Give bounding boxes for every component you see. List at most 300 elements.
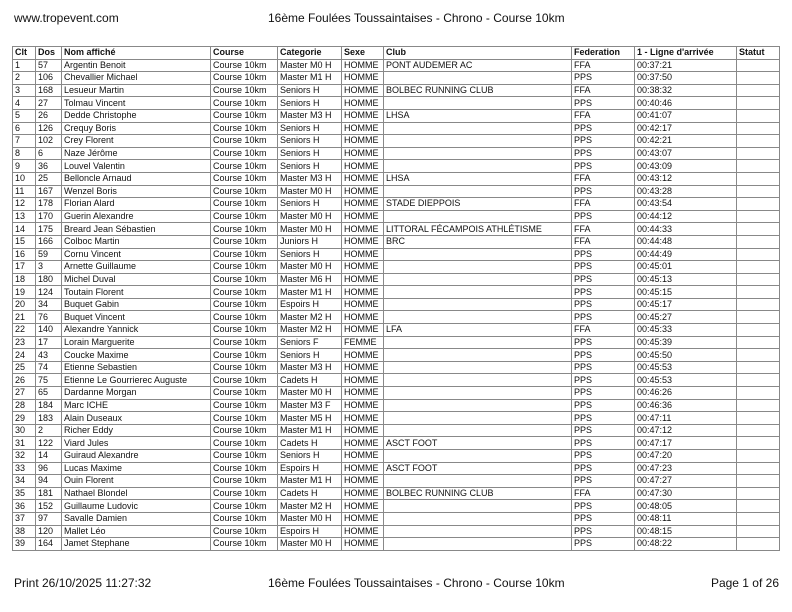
cell-federation: PPS bbox=[572, 210, 635, 223]
cell-club bbox=[384, 525, 572, 538]
cell-course: Course 10km bbox=[211, 97, 278, 110]
cell-bib: 25 bbox=[36, 172, 62, 185]
cell-name: Guillaume Ludovic bbox=[62, 500, 211, 513]
cell-rank: 25 bbox=[13, 361, 36, 374]
cell-bib: 59 bbox=[36, 248, 62, 261]
cell-category: Master M3 H bbox=[278, 361, 342, 374]
cell-federation: PPS bbox=[572, 286, 635, 299]
cell-rank: 14 bbox=[13, 223, 36, 236]
cell-club: ASCT FOOT bbox=[384, 462, 572, 475]
cell-sex: HOMME bbox=[342, 198, 384, 211]
cell-course: Course 10km bbox=[211, 122, 278, 135]
cell-rank: 21 bbox=[13, 311, 36, 324]
cell-federation: PPS bbox=[572, 462, 635, 475]
cell-finish-time: 00:45:01 bbox=[635, 261, 737, 274]
table-row bbox=[13, 172, 780, 185]
cell-sex: HOMME bbox=[342, 273, 384, 286]
cell-name: Viard Jules bbox=[62, 437, 211, 450]
cell-course: Course 10km bbox=[211, 387, 278, 400]
cell-course: Course 10km bbox=[211, 525, 278, 538]
cell-federation: PPS bbox=[572, 248, 635, 261]
cell-sex: HOMME bbox=[342, 248, 384, 261]
cell-finish-time: 00:37:50 bbox=[635, 72, 737, 85]
cell-bib: 36 bbox=[36, 160, 62, 173]
cell-status bbox=[737, 500, 780, 513]
cell-rank: 7 bbox=[13, 135, 36, 148]
table-row bbox=[13, 210, 780, 223]
cell-finish-time: 00:48:15 bbox=[635, 525, 737, 538]
cell-rank: 17 bbox=[13, 261, 36, 274]
cell-bib: 43 bbox=[36, 349, 62, 362]
cell-sex: HOMME bbox=[342, 210, 384, 223]
cell-rank: 10 bbox=[13, 172, 36, 185]
cell-finish-time: 00:46:36 bbox=[635, 399, 737, 412]
table-row bbox=[13, 475, 780, 488]
cell-status bbox=[737, 399, 780, 412]
cell-rank: 24 bbox=[13, 349, 36, 362]
cell-category: Seniors H bbox=[278, 248, 342, 261]
cell-bib: 96 bbox=[36, 462, 62, 475]
cell-finish-time: 00:47:17 bbox=[635, 437, 737, 450]
page-title: 16ème Foulées Toussaintaises - Chrono - Course 10km bbox=[268, 11, 565, 25]
column-header-category: Categorie bbox=[278, 47, 342, 60]
cell-course: Course 10km bbox=[211, 72, 278, 85]
cell-category: Master M3 H bbox=[278, 109, 342, 122]
cell-bib: 184 bbox=[36, 399, 62, 412]
cell-club: ASCT FOOT bbox=[384, 437, 572, 450]
table-row bbox=[13, 248, 780, 261]
cell-finish-time: 00:41:07 bbox=[635, 109, 737, 122]
cell-bib: 183 bbox=[36, 412, 62, 425]
cell-federation: PPS bbox=[572, 500, 635, 513]
cell-category: Master M0 H bbox=[278, 387, 342, 400]
cell-bib: 97 bbox=[36, 512, 62, 525]
table-row bbox=[13, 84, 780, 97]
cell-status bbox=[737, 374, 780, 387]
cell-category: Espoirs H bbox=[278, 298, 342, 311]
cell-category: Master M0 H bbox=[278, 185, 342, 198]
cell-course: Course 10km bbox=[211, 399, 278, 412]
cell-bib: 166 bbox=[36, 235, 62, 248]
cell-federation: FFA bbox=[572, 172, 635, 185]
page-number: Page 1 of 26 bbox=[710, 576, 779, 590]
table-row bbox=[13, 135, 780, 148]
cell-club: STADE DIEPPOIS bbox=[384, 198, 572, 211]
cell-bib: 74 bbox=[36, 361, 62, 374]
cell-rank: 36 bbox=[13, 500, 36, 513]
cell-club: BOLBEC RUNNING CLUB bbox=[384, 487, 572, 500]
cell-club bbox=[384, 336, 572, 349]
cell-rank: 28 bbox=[13, 399, 36, 412]
cell-category: Master M0 H bbox=[278, 261, 342, 274]
cell-name: Ouin Florent bbox=[62, 475, 211, 488]
cell-federation: FFA bbox=[572, 235, 635, 248]
cell-sex: HOMME bbox=[342, 235, 384, 248]
cell-category: Espoirs H bbox=[278, 462, 342, 475]
cell-finish-time: 00:45:17 bbox=[635, 298, 737, 311]
cell-sex: HOMME bbox=[342, 298, 384, 311]
cell-name: Guiraud Alexandre bbox=[62, 450, 211, 463]
cell-club bbox=[384, 361, 572, 374]
cell-federation: PPS bbox=[572, 336, 635, 349]
table-row bbox=[13, 412, 780, 425]
table-row bbox=[13, 462, 780, 475]
cell-bib: 26 bbox=[36, 109, 62, 122]
cell-club bbox=[384, 500, 572, 513]
table-row bbox=[13, 261, 780, 274]
cell-federation: PPS bbox=[572, 361, 635, 374]
cell-name: Crey Florent bbox=[62, 135, 211, 148]
cell-category: Juniors H bbox=[278, 235, 342, 248]
cell-category: Master M3 F bbox=[278, 399, 342, 412]
cell-club bbox=[384, 538, 572, 551]
cell-course: Course 10km bbox=[211, 273, 278, 286]
cell-club bbox=[384, 450, 572, 463]
cell-status bbox=[737, 84, 780, 97]
cell-sex: HOMME bbox=[342, 324, 384, 337]
cell-sex: HOMME bbox=[342, 412, 384, 425]
cell-finish-time: 00:37:21 bbox=[635, 59, 737, 72]
cell-finish-time: 00:44:12 bbox=[635, 210, 737, 223]
cell-status bbox=[737, 437, 780, 450]
cell-rank: 6 bbox=[13, 122, 36, 135]
cell-rank: 19 bbox=[13, 286, 36, 299]
cell-status bbox=[737, 475, 780, 488]
table-row bbox=[13, 525, 780, 538]
cell-sex: HOMME bbox=[342, 185, 384, 198]
cell-status bbox=[737, 135, 780, 148]
cell-bib: 170 bbox=[36, 210, 62, 223]
table-row bbox=[13, 374, 780, 387]
cell-sex: HOMME bbox=[342, 525, 384, 538]
cell-status bbox=[737, 109, 780, 122]
cell-finish-time: 00:47:11 bbox=[635, 412, 737, 425]
cell-club bbox=[384, 135, 572, 148]
cell-category: Seniors H bbox=[278, 198, 342, 211]
cell-rank: 35 bbox=[13, 487, 36, 500]
cell-name: Richer Eddy bbox=[62, 424, 211, 437]
cell-bib: 106 bbox=[36, 72, 62, 85]
table-row bbox=[13, 198, 780, 211]
column-header-rank: Clt bbox=[13, 47, 36, 60]
cell-bib: 14 bbox=[36, 450, 62, 463]
cell-rank: 1 bbox=[13, 59, 36, 72]
cell-rank: 27 bbox=[13, 387, 36, 400]
cell-federation: PPS bbox=[572, 185, 635, 198]
cell-course: Course 10km bbox=[211, 223, 278, 236]
cell-club bbox=[384, 512, 572, 525]
table-row bbox=[13, 399, 780, 412]
cell-bib: 2 bbox=[36, 424, 62, 437]
cell-status bbox=[737, 160, 780, 173]
cell-name: Alexandre Yannick bbox=[62, 324, 211, 337]
cell-federation: PPS bbox=[572, 122, 635, 135]
cell-category: Cadets H bbox=[278, 437, 342, 450]
cell-sex: HOMME bbox=[342, 450, 384, 463]
cell-course: Course 10km bbox=[211, 349, 278, 362]
cell-rank: 23 bbox=[13, 336, 36, 349]
cell-club bbox=[384, 298, 572, 311]
cell-club bbox=[384, 424, 572, 437]
cell-category: Master M2 H bbox=[278, 500, 342, 513]
cell-name: Tolmau Vincent bbox=[62, 97, 211, 110]
cell-name: Alain Duseaux bbox=[62, 412, 211, 425]
cell-sex: HOMME bbox=[342, 361, 384, 374]
cell-name: Lesueur Martin bbox=[62, 84, 211, 97]
cell-sex: HOMME bbox=[342, 349, 384, 362]
cell-federation: FFA bbox=[572, 198, 635, 211]
cell-club: LHSA bbox=[384, 109, 572, 122]
cell-course: Course 10km bbox=[211, 286, 278, 299]
cell-federation: PPS bbox=[572, 135, 635, 148]
cell-finish-time: 00:45:27 bbox=[635, 311, 737, 324]
cell-status bbox=[737, 336, 780, 349]
cell-course: Course 10km bbox=[211, 160, 278, 173]
cell-finish-time: 00:47:27 bbox=[635, 475, 737, 488]
cell-category: Master M0 H bbox=[278, 210, 342, 223]
cell-rank: 9 bbox=[13, 160, 36, 173]
cell-club: LHSA bbox=[384, 172, 572, 185]
cell-name: Etienne Sebastien bbox=[62, 361, 211, 374]
cell-name: Dardanne Morgan bbox=[62, 387, 211, 400]
cell-category: Seniors H bbox=[278, 147, 342, 160]
cell-federation: PPS bbox=[572, 160, 635, 173]
cell-club bbox=[384, 185, 572, 198]
cell-sex: HOMME bbox=[342, 97, 384, 110]
cell-finish-time: 00:48:22 bbox=[635, 538, 737, 551]
table-row bbox=[13, 311, 780, 324]
cell-finish-time: 00:40:46 bbox=[635, 97, 737, 110]
cell-federation: PPS bbox=[572, 72, 635, 85]
cell-finish-time: 00:43:28 bbox=[635, 185, 737, 198]
cell-sex: HOMME bbox=[342, 160, 384, 173]
cell-finish-time: 00:45:15 bbox=[635, 286, 737, 299]
cell-club bbox=[384, 475, 572, 488]
column-header-bib: Dos bbox=[36, 47, 62, 60]
cell-course: Course 10km bbox=[211, 475, 278, 488]
column-header-finish-time: 1 - Ligne d'arrivée bbox=[635, 47, 737, 60]
cell-rank: 12 bbox=[13, 198, 36, 211]
cell-category: Seniors H bbox=[278, 349, 342, 362]
cell-category: Master M2 H bbox=[278, 311, 342, 324]
cell-sex: HOMME bbox=[342, 487, 384, 500]
cell-bib: 178 bbox=[36, 198, 62, 211]
cell-rank: 29 bbox=[13, 412, 36, 425]
cell-status bbox=[737, 248, 780, 261]
cell-name: Dedde Christophe bbox=[62, 109, 211, 122]
cell-club bbox=[384, 261, 572, 274]
cell-sex: HOMME bbox=[342, 172, 384, 185]
cell-rank: 37 bbox=[13, 512, 36, 525]
cell-club bbox=[384, 210, 572, 223]
cell-status bbox=[737, 273, 780, 286]
cell-status bbox=[737, 97, 780, 110]
cell-rank: 16 bbox=[13, 248, 36, 261]
table-row bbox=[13, 437, 780, 450]
cell-category: Seniors H bbox=[278, 160, 342, 173]
cell-sex: HOMME bbox=[342, 311, 384, 324]
cell-name: Colboc Martin bbox=[62, 235, 211, 248]
cell-category: Espoirs H bbox=[278, 525, 342, 538]
table-row bbox=[13, 235, 780, 248]
cell-name: Louvel Valentin bbox=[62, 160, 211, 173]
cell-club bbox=[384, 387, 572, 400]
table-row bbox=[13, 387, 780, 400]
cell-finish-time: 00:43:12 bbox=[635, 172, 737, 185]
cell-name: Argentin Benoit bbox=[62, 59, 211, 72]
cell-sex: HOMME bbox=[342, 538, 384, 551]
cell-bib: 168 bbox=[36, 84, 62, 97]
cell-federation: PPS bbox=[572, 538, 635, 551]
cell-status bbox=[737, 324, 780, 337]
cell-bib: 27 bbox=[36, 97, 62, 110]
cell-bib: 167 bbox=[36, 185, 62, 198]
cell-status bbox=[737, 172, 780, 185]
cell-finish-time: 00:45:33 bbox=[635, 324, 737, 337]
cell-name: Etienne Le Gourrierec Auguste bbox=[62, 374, 211, 387]
cell-category: Master M1 H bbox=[278, 475, 342, 488]
cell-status bbox=[737, 122, 780, 135]
cell-rank: 33 bbox=[13, 462, 36, 475]
cell-name: Mallet Léo bbox=[62, 525, 211, 538]
column-header-club: Club bbox=[384, 47, 572, 60]
cell-course: Course 10km bbox=[211, 437, 278, 450]
cell-course: Course 10km bbox=[211, 374, 278, 387]
cell-rank: 11 bbox=[13, 185, 36, 198]
cell-finish-time: 00:44:33 bbox=[635, 223, 737, 236]
cell-rank: 22 bbox=[13, 324, 36, 337]
cell-federation: PPS bbox=[572, 424, 635, 437]
cell-category: Cadets H bbox=[278, 374, 342, 387]
table-row bbox=[13, 273, 780, 286]
column-header-course: Course bbox=[211, 47, 278, 60]
cell-rank: 4 bbox=[13, 97, 36, 110]
cell-sex: FEMME bbox=[342, 336, 384, 349]
table-row bbox=[13, 160, 780, 173]
cell-status bbox=[737, 298, 780, 311]
cell-bib: 34 bbox=[36, 298, 62, 311]
cell-club bbox=[384, 286, 572, 299]
cell-bib: 122 bbox=[36, 437, 62, 450]
cell-category: Master M1 H bbox=[278, 286, 342, 299]
cell-status bbox=[737, 412, 780, 425]
cell-category: Master M6 H bbox=[278, 273, 342, 286]
cell-name: Marc ICHE bbox=[62, 399, 211, 412]
cell-sex: HOMME bbox=[342, 135, 384, 148]
cell-sex: HOMME bbox=[342, 512, 384, 525]
cell-bib: 76 bbox=[36, 311, 62, 324]
cell-federation: PPS bbox=[572, 475, 635, 488]
cell-category: Master M0 H bbox=[278, 223, 342, 236]
cell-sex: HOMME bbox=[342, 286, 384, 299]
cell-course: Course 10km bbox=[211, 248, 278, 261]
cell-club: LFA bbox=[384, 324, 572, 337]
cell-rank: 39 bbox=[13, 538, 36, 551]
cell-status bbox=[737, 487, 780, 500]
cell-sex: HOMME bbox=[342, 374, 384, 387]
cell-course: Course 10km bbox=[211, 172, 278, 185]
results-table bbox=[12, 46, 780, 551]
cell-federation: PPS bbox=[572, 525, 635, 538]
cell-status bbox=[737, 311, 780, 324]
cell-club bbox=[384, 349, 572, 362]
cell-sex: HOMME bbox=[342, 500, 384, 513]
cell-status bbox=[737, 349, 780, 362]
cell-name: Lorain Marguerite bbox=[62, 336, 211, 349]
cell-rank: 13 bbox=[13, 210, 36, 223]
cell-club: LITTORAL FÉCAMPOIS ATHLÉTISME bbox=[384, 223, 572, 236]
cell-course: Course 10km bbox=[211, 487, 278, 500]
cell-federation: PPS bbox=[572, 399, 635, 412]
table-row bbox=[13, 424, 780, 437]
cell-rank: 20 bbox=[13, 298, 36, 311]
cell-bib: 126 bbox=[36, 122, 62, 135]
cell-federation: PPS bbox=[572, 512, 635, 525]
cell-rank: 18 bbox=[13, 273, 36, 286]
cell-rank: 34 bbox=[13, 475, 36, 488]
cell-bib: 65 bbox=[36, 387, 62, 400]
cell-rank: 30 bbox=[13, 424, 36, 437]
cell-status bbox=[737, 235, 780, 248]
table-row bbox=[13, 185, 780, 198]
cell-status bbox=[737, 210, 780, 223]
cell-sex: HOMME bbox=[342, 462, 384, 475]
cell-rank: 8 bbox=[13, 147, 36, 160]
cell-status bbox=[737, 525, 780, 538]
table-row bbox=[13, 361, 780, 374]
cell-name: Coucke Maxime bbox=[62, 349, 211, 362]
table-row bbox=[13, 72, 780, 85]
cell-finish-time: 00:45:53 bbox=[635, 374, 737, 387]
cell-finish-time: 00:48:11 bbox=[635, 512, 737, 525]
cell-bib: 17 bbox=[36, 336, 62, 349]
cell-federation: PPS bbox=[572, 450, 635, 463]
cell-course: Course 10km bbox=[211, 59, 278, 72]
cell-name: Belloncle Arnaud bbox=[62, 172, 211, 185]
table-row bbox=[13, 349, 780, 362]
cell-name: Crequy Boris bbox=[62, 122, 211, 135]
cell-rank: 2 bbox=[13, 72, 36, 85]
cell-name: Guerin Alexandre bbox=[62, 210, 211, 223]
cell-course: Course 10km bbox=[211, 84, 278, 97]
cell-course: Course 10km bbox=[211, 135, 278, 148]
table-row bbox=[13, 109, 780, 122]
footer-title: 16ème Foulées Toussaintaises - Chrono - Course 10km bbox=[268, 576, 565, 590]
cell-federation: FFA bbox=[572, 324, 635, 337]
cell-bib: 6 bbox=[36, 147, 62, 160]
cell-course: Course 10km bbox=[211, 500, 278, 513]
cell-federation: FFA bbox=[572, 59, 635, 72]
cell-club bbox=[384, 72, 572, 85]
cell-sex: HOMME bbox=[342, 387, 384, 400]
cell-category: Master M1 H bbox=[278, 424, 342, 437]
cell-rank: 38 bbox=[13, 525, 36, 538]
cell-federation: PPS bbox=[572, 349, 635, 362]
cell-rank: 26 bbox=[13, 374, 36, 387]
cell-finish-time: 00:45:39 bbox=[635, 336, 737, 349]
cell-rank: 5 bbox=[13, 109, 36, 122]
cell-club: BOLBEC RUNNING CLUB bbox=[384, 84, 572, 97]
cell-course: Course 10km bbox=[211, 298, 278, 311]
cell-sex: HOMME bbox=[342, 109, 384, 122]
cell-sex: HOMME bbox=[342, 59, 384, 72]
cell-rank: 15 bbox=[13, 235, 36, 248]
cell-status bbox=[737, 185, 780, 198]
cell-federation: PPS bbox=[572, 147, 635, 160]
cell-category: Seniors H bbox=[278, 450, 342, 463]
cell-bib: 57 bbox=[36, 59, 62, 72]
cell-name: Florian Alard bbox=[62, 198, 211, 211]
